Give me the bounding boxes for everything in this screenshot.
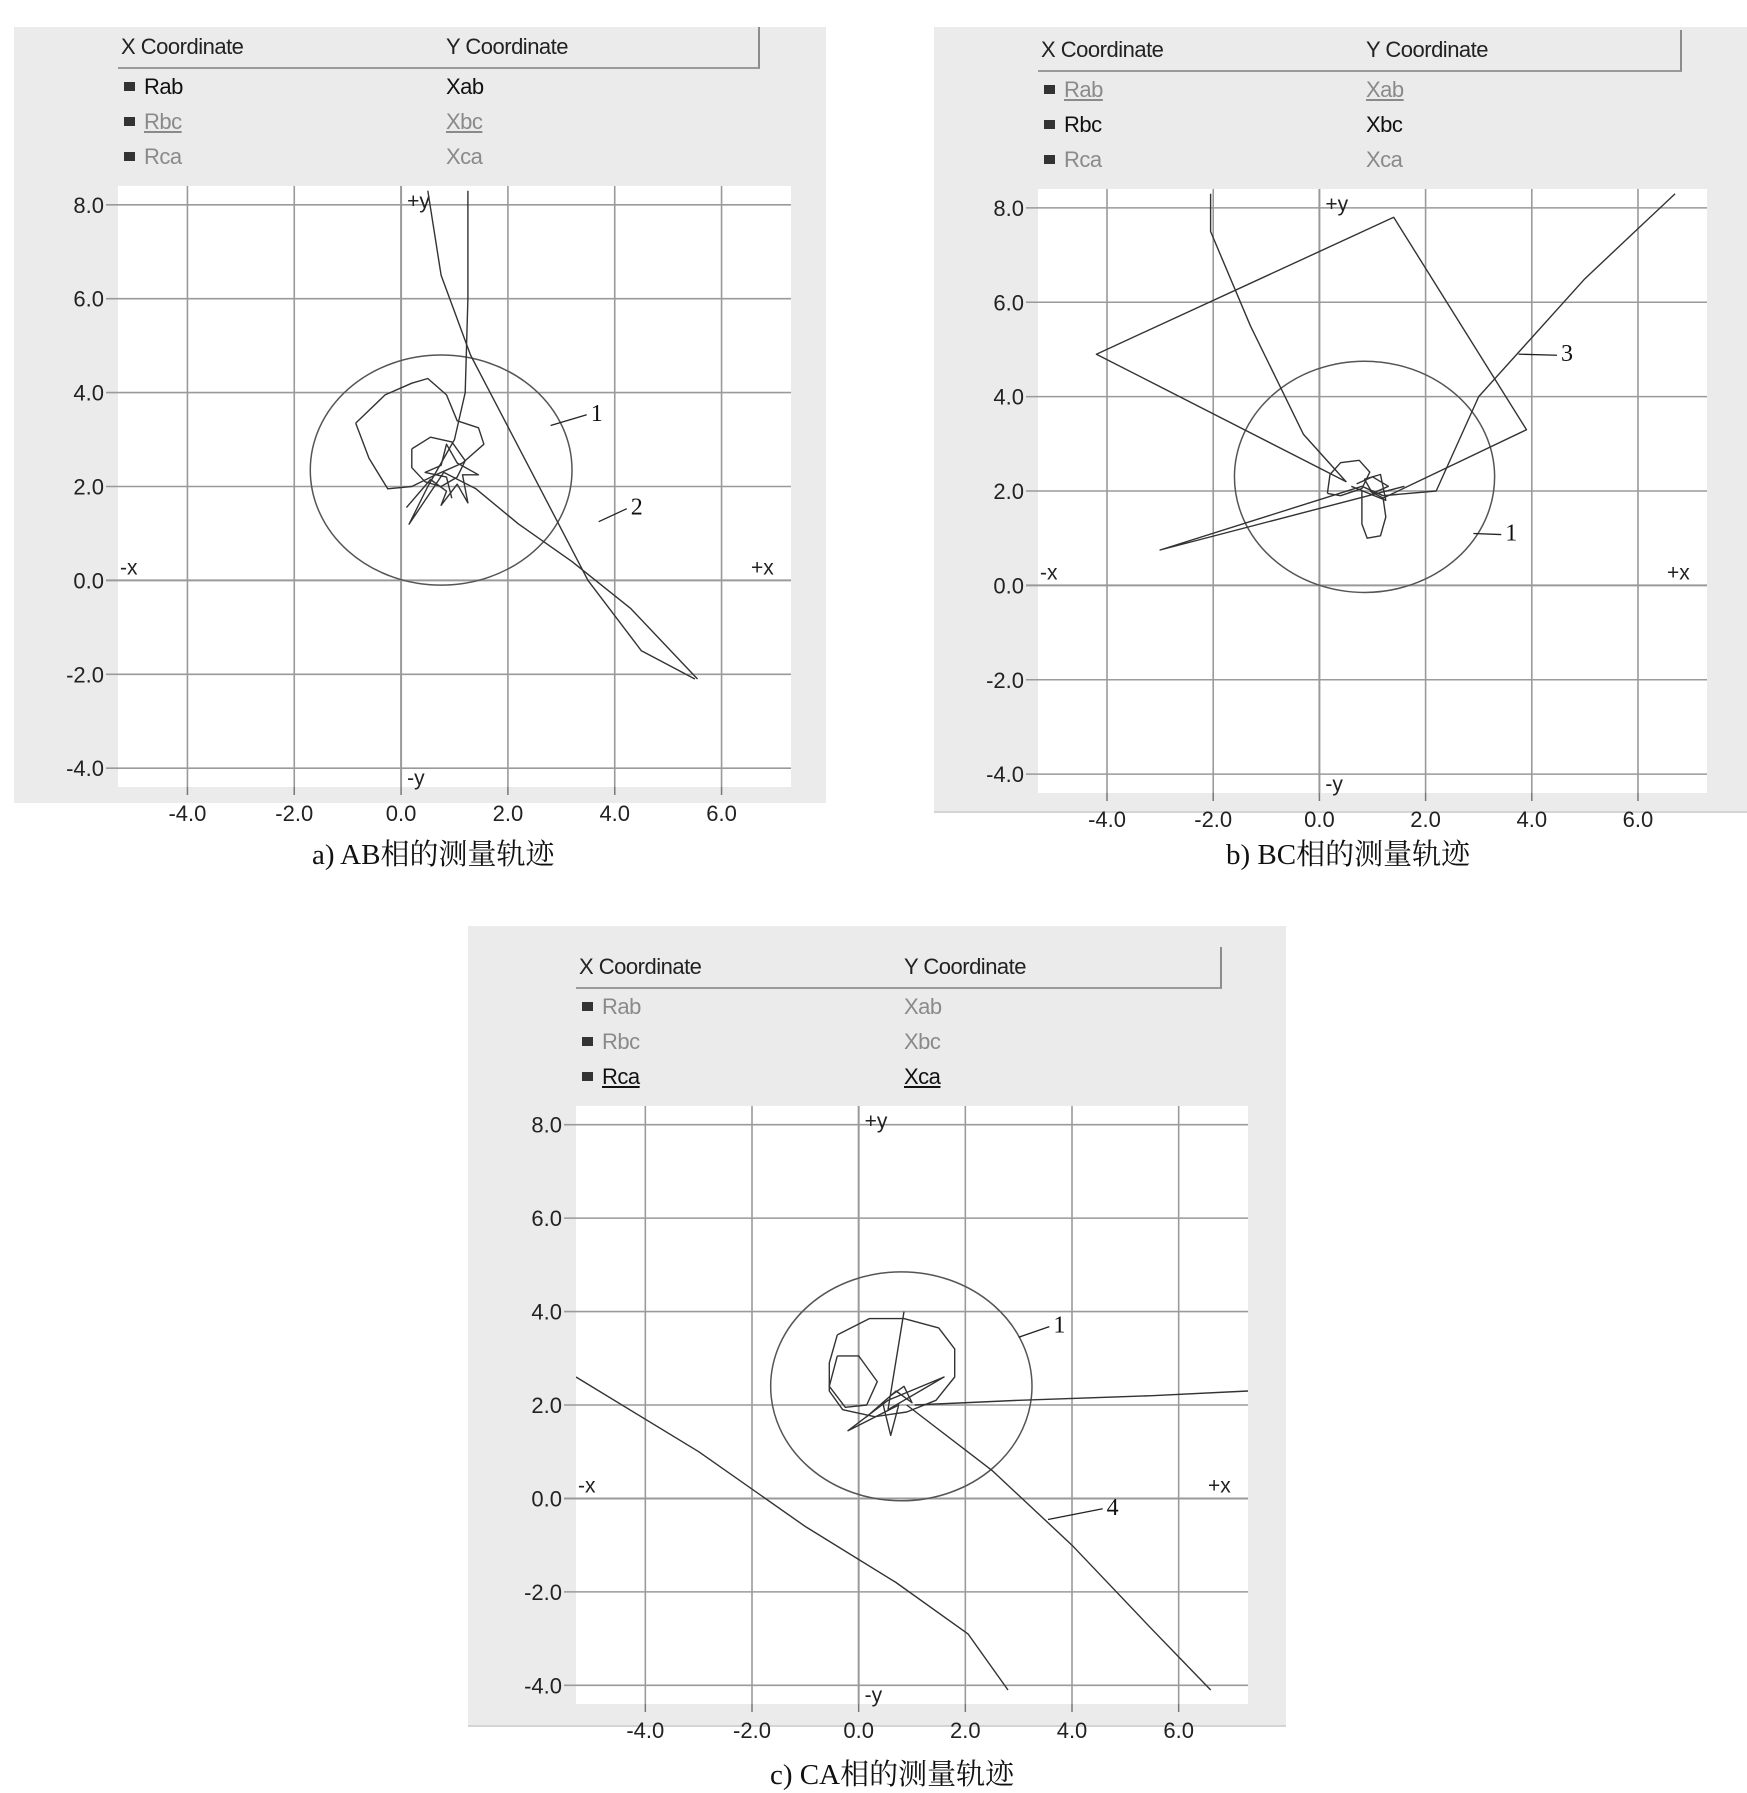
x-tick-label: 6.0 <box>1163 1718 1194 1743</box>
legend-r-label: Rca <box>1064 147 1102 172</box>
axis-label-neg-x: -x <box>1040 561 1058 585</box>
y-tick-label: 0.0 <box>993 573 1024 599</box>
y-tick-label: -2.0 <box>524 1579 562 1605</box>
axis-label-pos-x: +x <box>1208 1474 1231 1498</box>
y-tick-label: 6.0 <box>73 286 104 312</box>
x-tick-label: -2.0 <box>275 801 314 826</box>
axis-label-pos-x: +x <box>1667 561 1690 585</box>
legend-x-label: Xab <box>1366 77 1404 102</box>
x-tick-label: -4.0 <box>1088 807 1126 832</box>
y-tick-label: -2.0 <box>66 662 104 688</box>
y-coordinate-header: Y Coordinate <box>1366 37 1489 62</box>
y-coordinate-header: Y Coordinate <box>904 954 1027 979</box>
annotation-label: 1 <box>590 400 603 427</box>
caption-ab: a) AB相的测量轨迹 <box>312 839 555 871</box>
legend-r-label: Rab <box>144 74 183 99</box>
legend-x-label: Xca <box>904 1064 941 1089</box>
axis-label-pos-y: +y <box>407 190 430 213</box>
y-tick-label: 2.0 <box>993 479 1024 504</box>
x-tick-label: 0.0 <box>385 801 417 826</box>
legend-x-label: Xab <box>446 74 484 99</box>
x-tick-label: 4.0 <box>1056 1718 1088 1743</box>
x-tick-label: -2.0 <box>1194 807 1233 832</box>
x-coordinate-header: X Coordinate <box>121 34 244 59</box>
chart-panel-ab <box>14 27 826 826</box>
chart-panel-bc <box>934 27 1747 832</box>
x-tick-label: 4.0 <box>1516 807 1548 832</box>
caption-ca: c) CA相的测量轨迹 <box>770 1759 1015 1791</box>
caption-bc: b) BC相的测量轨迹 <box>1226 839 1471 871</box>
axis-label-neg-y: -y <box>864 1684 883 1707</box>
x-tick-label: 6.0 <box>1622 807 1654 832</box>
axis-label-pos-y: +y <box>864 1110 888 1133</box>
legend-r-label: Rab <box>602 994 641 1019</box>
legend-x-label: Xbc <box>904 1029 941 1054</box>
annotation-label: 1 <box>1505 520 1518 547</box>
axis-label-pos-x: +x <box>751 556 774 580</box>
y-tick-label: -4.0 <box>986 762 1024 788</box>
legend-x-label: Xca <box>1366 147 1403 172</box>
annotation-label: 4 <box>1106 1494 1119 1521</box>
y-tick-label: -4.0 <box>66 756 104 782</box>
legend-r-label: Rca <box>144 144 182 169</box>
x-tick-label: 2.0 <box>1410 807 1441 832</box>
legend-x-label: Xab <box>904 994 942 1019</box>
y-tick-label: 4.0 <box>73 380 104 406</box>
x-tick-label: -4.0 <box>168 801 207 826</box>
x-tick-label: 0.0 <box>1304 807 1335 832</box>
legend-x-label: Xbc <box>1366 112 1403 137</box>
y-tick-label: 2.0 <box>531 1393 562 1418</box>
annotation-label: 3 <box>1560 341 1573 368</box>
y-tick-label: 4.0 <box>531 1299 562 1325</box>
axis-label-neg-y: -y <box>407 767 425 790</box>
axis-label-neg-x: -x <box>120 556 138 580</box>
chart-panel-ca <box>468 926 1286 1743</box>
x-tick-label: 2.0 <box>950 1718 981 1743</box>
y-tick-label: 8.0 <box>73 192 104 218</box>
x-tick-label: 2.0 <box>492 801 524 826</box>
y-tick-label: 8.0 <box>993 195 1024 221</box>
legend-r-label: Rbc <box>1064 112 1102 137</box>
legend-x-label: Xbc <box>446 109 483 134</box>
y-tick-label: 0.0 <box>73 568 104 594</box>
y-tick-label: 0.0 <box>531 1486 562 1512</box>
y-tick-label: 6.0 <box>993 290 1024 316</box>
y-tick-label: 4.0 <box>993 384 1024 410</box>
x-tick-label: 0.0 <box>843 1718 874 1743</box>
axis-label-pos-y: +y <box>1325 193 1349 216</box>
plot-ab <box>14 27 826 826</box>
legend-r-label: Rbc <box>144 109 182 134</box>
y-tick-label: 8.0 <box>531 1112 562 1138</box>
x-coordinate-header: X Coordinate <box>579 954 702 979</box>
y-tick-label: 2.0 <box>73 474 104 500</box>
legend-r-label: Rca <box>602 1064 640 1089</box>
x-tick-label: -4.0 <box>626 1718 665 1743</box>
x-tick-label: -2.0 <box>733 1718 771 1743</box>
y-coordinate-header: Y Coordinate <box>446 34 569 59</box>
axis-label-neg-x: -x <box>578 1474 596 1498</box>
y-tick-label: -4.0 <box>524 1673 562 1699</box>
annotation-label: 1 <box>1053 1312 1066 1339</box>
legend-x-label: Xca <box>446 144 483 169</box>
legend-r-label: Rbc <box>602 1029 640 1054</box>
annotation-label: 2 <box>630 494 643 521</box>
y-tick-label: -2.0 <box>986 667 1024 693</box>
x-tick-label: 6.0 <box>706 801 737 826</box>
y-tick-label: 6.0 <box>531 1206 562 1232</box>
x-tick-label: 4.0 <box>599 801 631 826</box>
axis-label-neg-y: -y <box>1325 773 1343 796</box>
legend-r-label: Rab <box>1064 77 1103 102</box>
x-coordinate-header: X Coordinate <box>1041 37 1164 62</box>
plot-bc <box>934 27 1747 832</box>
plot-ca <box>468 926 1286 1743</box>
